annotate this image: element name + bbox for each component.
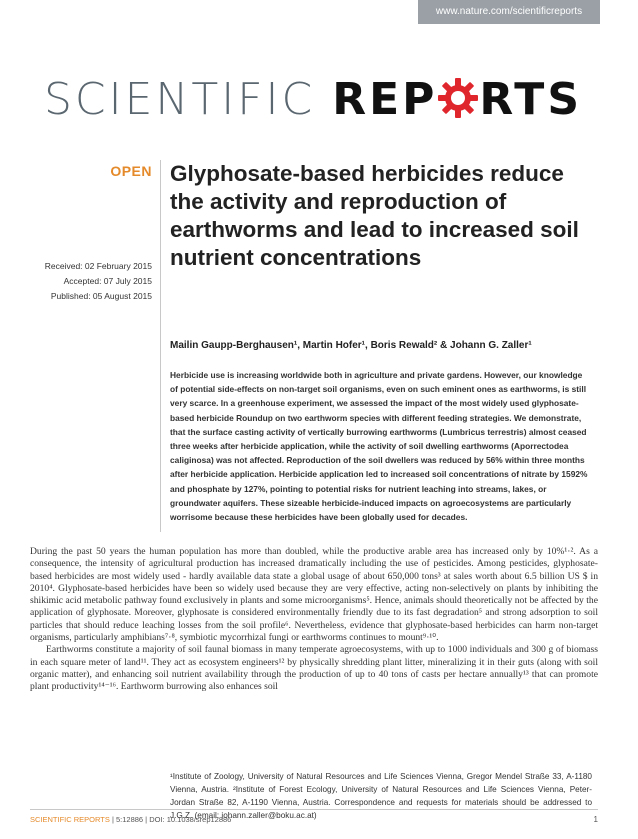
divider	[160, 160, 161, 532]
affiliations: ¹Institute of Zoology, University of Natural Resources and Life Sciences Vienna, Gregor Mendel Straße 33, A-1180 Vienna, Austria. ²Institute of Forest Ecology, University of Natural Resources and Life Sciences Vienna, Peter-Jordan Straße 82, A-1190 Vienna, Austria. Correspondence and requests for materials should be addressed to J.G.Z. (email: johann.zaller@boku.ac.at)	[170, 772, 592, 820]
gear-icon	[438, 76, 478, 116]
journal-logo-left: SCIENTIFIC	[44, 74, 316, 125]
author-list: Mailin Gaupp-Berghausen¹, Martin Hofer¹, Boris Rewald² & Johann G. Zaller¹	[170, 340, 532, 351]
article-title: Glyphosate-based herbicides reduce the activity and reproduction of earthworms and lead to increased soil nutrient concentrations	[170, 161, 579, 270]
footer-divider	[30, 809, 598, 810]
paragraph-2: Earthworms constitute a majority of soil faunal biomass in many temperate agroecosystems, with up to 1000 individuals and 300 g of biomass in each square meter of land¹¹. They act as ecosystem engineers¹² by physically shredding plant litter, mineralizing it in their guts (along with soil organic matter), and enhancing soil nutrient availability through the production of up to 40 tons of casts per hectare annually¹³ that can promote plant productivity¹⁴⁻¹⁶. Earthworm burrowing also enhances soil	[30, 644, 598, 693]
footer-journal: SCIENTIFIC REPORTS	[30, 815, 110, 824]
published-date: Published: 05 August 2015	[50, 291, 152, 301]
journal-logo-right-b: RTS	[479, 74, 583, 125]
paragraph-1: During the past 50 years the human population has more than doubled, while the productive arable area has increased only by 10%¹·². As a consequence, the intensity of agricultural production has increased dramatically including the use of pesticides. Among pesticides, glyphosate-based herbicides are most widely used - hardly available data state a global usage of about 650,000 tons³ at sales worth about 6.5 billion US $ in 2010⁴. Glyphosate-based herbicides have been so widely used because they are very effective, acting non-selectively on plants by inhibiting the shikimic acid metabolic pathway found exclusively in plants and some microorganisms⁵. Hence, animals should theoretically not be affected by the application of glyphosate. Moreover, glyphosate is considered environmentally friendly due to its fast degradation⁵ and strong adsorption to soil particles that should reduce leaching losses from the soil profile⁶. Nevertheless, evidence that glyphosate-based herbicides can harm non-target organisms, particularly amphibians⁷·⁸, symbiotic mycorrhizal fungi or earthworms continues to mount⁹·¹⁰.	[30, 546, 598, 644]
open-access-label: OPEN	[110, 163, 152, 179]
received-date: Received: 02 February 2015	[44, 261, 152, 271]
footer-doi[interactable]: | 5:12886 | DOI: 10.1038/srep12886	[109, 815, 232, 824]
article-dates	[30, 259, 152, 304]
accepted-date: Accepted: 07 July 2015	[63, 276, 152, 286]
journal-logo-right-a: REP	[332, 74, 438, 125]
journal-logo	[44, 72, 600, 128]
footer-citation	[30, 815, 598, 824]
page-number: 1	[593, 815, 598, 824]
abstract: Herbicide use is increasing worldwide both in agriculture and private gardens. However, our knowledge of potential side-effects on non-target soil organisms, even on such eminent ones as earthworms, is still very scarce. In a greenhouse experiment, we assessed the impact of the most widely used glyphosate-based herbicide Roundup on two earthworm species with different feeding strategies. We demonstrate, that the surface casting activity of vertically burrowing earthworms (Lumbricus terrestris) almost ceased three weeks after herbicide application, while the activity of soil dwelling earthworms (Aporrectodea caliginosa) was not affected. Reproduction of the soil dwellers was reduced by 56% within three months after herbicide application. Herbicide application led to increased soil concentrations of nitrate by 1592% and phosphate by 127%, pointing to potential risks for nutrient leaching into streams, lakes, or groundwater aquifers. These sizeable herbicide-induced impacts on agroecosystems are particularly worrisome because these herbicides have been globally used for decades.	[170, 370, 588, 523]
journal-url[interactable]: www.nature.com/scientificreports	[418, 0, 600, 24]
body-text	[30, 546, 598, 694]
